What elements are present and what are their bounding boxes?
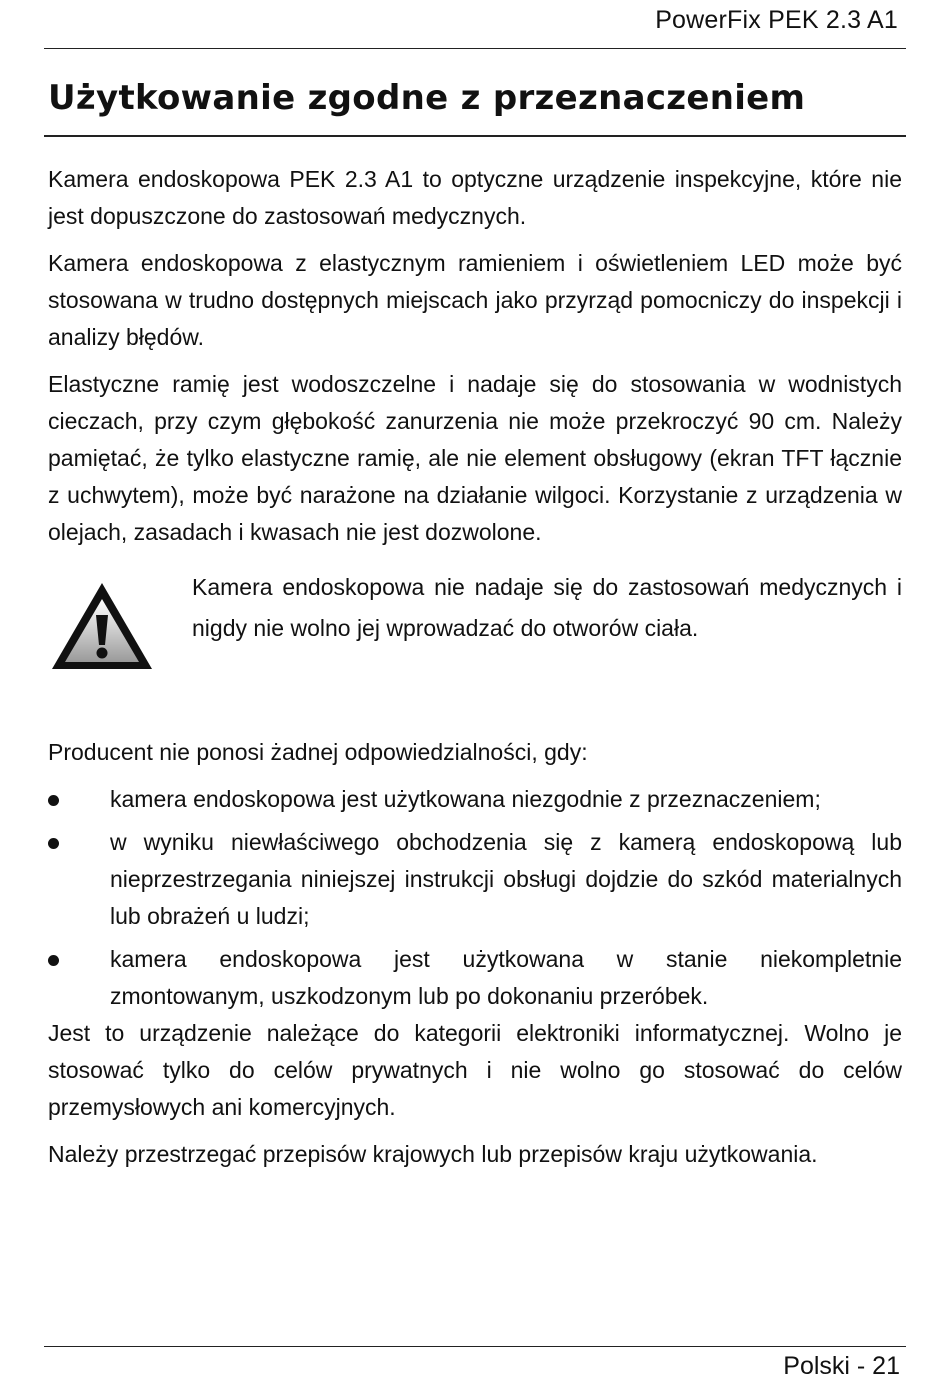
paragraph: Elastyczne ramię jest wodoszczelne i nadaje się do stosowania w wodnistych cieczach, przy czym głębokość zanurzenia nie może przekroczyć 90 cm. Należy pamiętać, że tylko elastyczne ramię, ale nie element obsługowy (ekran TFT łącznie z uchwytem), może być narażone na działanie wilgoci. Korzystanie z urządzenia w olejach, zasadach i kwasach nie jest dozwolone. bbox=[48, 371, 902, 545]
paragraph: Jest to urządzenie należące do kategorii elektroniki informatycznej. Wolno je stosować tylko do celów prywatnych i nie wolno go stosować do celów przemysłowych ani komercyjnych. bbox=[48, 1020, 902, 1120]
list-item-text: kamera endoskopowa jest użytkowana niezgodnie z przeznaczeniem; bbox=[110, 786, 821, 812]
paragraph: Kamera endoskopowa PEK 2.3 A1 to optyczne urządzenie inspekcyjne, które nie jest dopuszczone do zastosowań medycznych. bbox=[48, 166, 902, 229]
page-body bbox=[48, 161, 902, 1183]
bullet-icon bbox=[48, 955, 59, 966]
warning-triangle-icon bbox=[48, 567, 192, 686]
paragraph: Kamera endoskopowa z elastycznym ramieniem i oświetleniem LED może być stosowana w trudno dostępnych miejscach jako przyrząd pomocniczy do inspekcji i analizy błędów. bbox=[48, 250, 902, 350]
list-item bbox=[48, 781, 902, 818]
running-head: PowerFix PEK 2.3 A1 bbox=[655, 6, 898, 34]
list-item-text: w wyniku niewłaściwego obchodzenia się z kamerą endoskopową lub nieprzestrzegania niniejszej instrukcji obsługi dojdzie do szkód materialnych lub obrażeń u ludzi; bbox=[110, 829, 902, 929]
warning-block bbox=[48, 567, 902, 686]
page-number: Polski - 21 bbox=[783, 1352, 900, 1380]
bullet-icon bbox=[48, 838, 59, 849]
warning-text: Kamera endoskopowa nie nadaje się do zastosowań medycznych i nigdy nie wolno jej wprowadzać do otworów ciała. bbox=[192, 574, 902, 641]
liability-list bbox=[48, 781, 902, 1015]
list-item bbox=[48, 941, 902, 1015]
liability-intro: Producent nie ponosi żadnej odpowiedzialności, gdy: bbox=[48, 739, 588, 765]
list-item-text: kamera endoskopowa jest użytkowana w stanie niekompletnie zmontowanym, uszkodzonym lub po dokonaniu przeróbek. bbox=[110, 946, 902, 1009]
paragraph: Należy przestrzegać przepisów krajowych lub przepisów kraju użytkowania. bbox=[48, 1141, 818, 1167]
bullet-icon bbox=[48, 795, 59, 806]
title-rule bbox=[44, 135, 906, 137]
footer-rule bbox=[44, 1346, 906, 1347]
section-title: Użytkowanie zgodne z przeznaczeniem bbox=[48, 78, 806, 118]
list-item bbox=[48, 824, 902, 935]
header-rule bbox=[44, 48, 906, 49]
